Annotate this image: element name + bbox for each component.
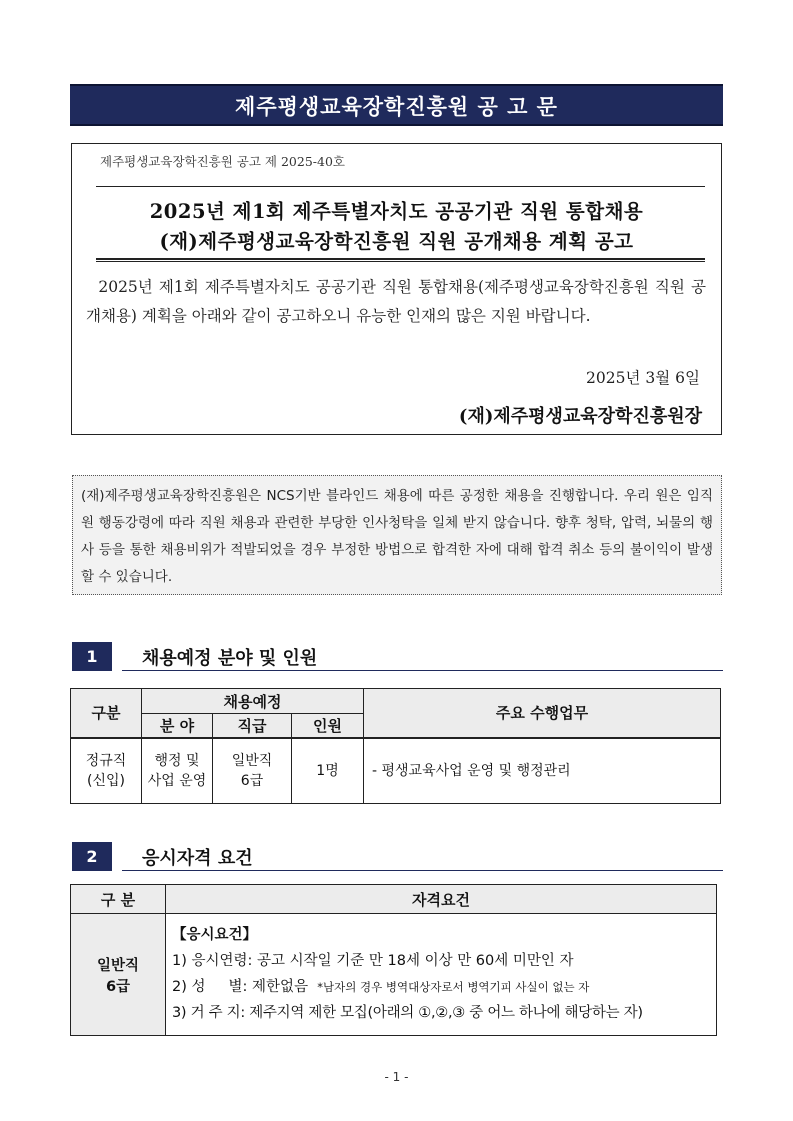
notice-organization: (재)제주평생교육장학진흥원장 (458, 406, 702, 427)
notice-date: 2025년 3월 6일 (586, 369, 700, 387)
banner-title: 제주평생교육장학진흥원 공 고 문 (235, 95, 558, 119)
header-category: 구분 (71, 689, 142, 738)
notice-divider (96, 186, 705, 187)
requirement-residence: 3) 거 주 지: 제주지역 제한 모집(아래의 ①,②,③ 중 어느 하나에 해당하는 자) (172, 1005, 643, 1021)
cell-category: 정규직 (신입) (71, 738, 142, 804)
table-row (71, 738, 721, 804)
section1-title: 채용예정 분야 및 인원 (142, 648, 318, 669)
requirement-age: 1) 응시연령: 공고 시작일 기준 만 18세 이상 만 60세 미만인 자 (172, 953, 574, 969)
notice-body-text: 2025년 제1회 제주특별자치도 공공기관 직원 통합채용(제주평생교육장학진흥원 직원 공개채용) 계획을 아래와 같이 공고하오니 유능한 인재의 많은 지원 바랍니다. (86, 278, 706, 325)
requirements-heading: 【응시요건】 (172, 927, 258, 943)
section2-title: 응시자격 요건 (142, 848, 253, 869)
notice-double-divider (96, 258, 705, 262)
section1-number: 1 (72, 642, 112, 671)
announcement-banner (70, 84, 723, 126)
cell-field: 행정 및 사업 운영 (142, 738, 213, 804)
header-requirements: 자격요건 (166, 885, 717, 914)
requirement-gender-note: *남자의 경우 병역대상자로서 병역기피 사실이 없는 자 (317, 980, 590, 994)
header-category: 구 분 (71, 885, 166, 914)
cell-count: 1명 (292, 738, 364, 804)
qualification-table (70, 884, 717, 1036)
header-duties: 주요 수행업무 (364, 689, 721, 738)
cell-grade: 일반직 6급 (213, 738, 292, 804)
header-grade: 직급 (213, 714, 292, 738)
header-planned: 채용예정 (142, 689, 364, 714)
cell-requirements (166, 914, 717, 1036)
cell-category: 일반직 6급 (71, 914, 166, 1036)
requirement-gender-text: 2) 성 별: 제한없음 (172, 979, 309, 995)
notice-title-line1: 2025년 제1회 제주특별자치도 공공기관 직원 통합채용 (149, 200, 644, 223)
cell-duties: - 평생교육사업 운영 및 행정관리 (364, 738, 721, 804)
info-text: (재)제주평생교육장학진흥원은 NCS기반 블라인드 채용에 따른 공정한 채용을 진행합니다. 우리 원은 임직원 행동강령에 따라 직원 채용과 관련한 부당한 인사청탁을 일체 받지 않습니다. 향후 청탁, 압력, 뇌물의 행사 등을 통한 채용비위가 적발되었을 경우 부정한 방법으로 합격한 자에 대해 합격 취소 등의 불이익이 발생할 수 있습니다. (81, 488, 713, 585)
header-field: 분 야 (142, 714, 213, 738)
section2-underline (122, 870, 723, 871)
page-number: - 1 - (384, 1070, 409, 1084)
notice-number: 제주평생교육장학진흥원 공고 제 2025-40호 (100, 154, 345, 169)
info-box (72, 475, 722, 595)
requirement-gender (172, 974, 710, 1000)
section2-number: 2 (72, 842, 112, 871)
recruitment-table (70, 688, 721, 804)
section1-underline (122, 670, 723, 671)
notice-title-line2: (재)제주평생교육장학진흥원 직원 공개채용 계획 공고 (159, 230, 634, 253)
table-row (71, 914, 717, 1036)
header-count: 인원 (292, 714, 364, 738)
notice-body (86, 273, 706, 331)
